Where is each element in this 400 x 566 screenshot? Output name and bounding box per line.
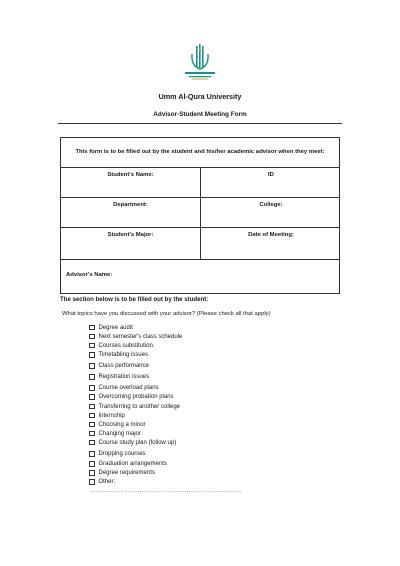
topic-timetabling-issues[interactable] [89, 351, 148, 359]
checkbox[interactable] [89, 394, 95, 400]
topic-internship[interactable] [89, 412, 125, 420]
meeting-date-label: Date of Meeting: [248, 232, 294, 238]
topic-choosing-minor[interactable] [89, 421, 146, 429]
department-college-row [61, 198, 339, 228]
topic-label: Overcoming probation plans [98, 394, 174, 400]
advisor-name-field[interactable] [61, 260, 339, 295]
checkbox[interactable] [89, 385, 95, 391]
topic-class-performance[interactable] [89, 362, 149, 370]
student-name-field[interactable] [61, 168, 201, 197]
topic-registration-issues[interactable] [89, 373, 149, 381]
topic-label: Next semester's class schedule [98, 333, 183, 340]
topic-label: Graduation arrangements [98, 461, 167, 467]
checkbox[interactable] [89, 470, 95, 476]
form-instructions: This form is to be filled out by the student and his/her academic advisor when they meet: [75, 149, 325, 155]
university-name: Umm Al-Qura University [158, 92, 242, 101]
topic-label: Course study plan (follow up) [98, 439, 177, 446]
other-fill-line[interactable]: …………………………………………………………………….. [90, 488, 242, 494]
topic-label: Course overload plans [98, 385, 159, 391]
topic-label: Courses substitution. [98, 342, 155, 349]
topic-other[interactable] [89, 478, 115, 486]
topic-transferring-college[interactable] [89, 403, 180, 411]
university-logo [175, 44, 225, 84]
advisor-name-label: Advisor's Name: [66, 272, 113, 278]
checkbox[interactable] [89, 325, 95, 331]
topic-label: Internship [98, 412, 125, 419]
topic-label: Registration issues [98, 374, 150, 380]
title-divider [58, 123, 342, 124]
department-label: Department: [113, 202, 148, 208]
checkbox[interactable] [89, 334, 95, 340]
checkbox[interactable] [89, 352, 95, 358]
topic-degree-audit[interactable] [89, 324, 133, 332]
topic-graduation-arrangements[interactable] [89, 460, 167, 468]
topic-dropping-courses[interactable] [89, 450, 146, 458]
checkbox[interactable] [89, 363, 95, 369]
topic-course-overload-plans[interactable] [89, 384, 159, 392]
student-id-field[interactable] [201, 168, 341, 197]
topic-label: Transferring to another college [98, 403, 180, 410]
intro-row [61, 138, 339, 168]
checkbox[interactable] [89, 413, 95, 419]
topic-changing-major[interactable] [89, 430, 141, 438]
topic-label: Dropping courses [98, 451, 146, 457]
major-field[interactable] [61, 228, 201, 259]
checkbox[interactable] [89, 431, 95, 437]
checkbox[interactable] [89, 422, 95, 428]
meeting-date-field[interactable] [201, 228, 341, 259]
topics-question: What topics have you discussed with your advisor? (Please check all that apply) [62, 311, 271, 317]
topic-overcoming-probation[interactable] [89, 393, 174, 401]
form-title: Advisor-Student Meeting Form [153, 111, 247, 118]
section-note: The section below is to be filled out by the student: [60, 296, 209, 303]
checkbox[interactable] [89, 404, 95, 410]
college-field[interactable] [201, 198, 341, 227]
topic-label: Degree audit [98, 324, 133, 331]
checkbox[interactable] [89, 440, 95, 446]
name-id-row [61, 168, 339, 198]
topic-label: Degree requirements [98, 470, 155, 476]
meeting-info-table [60, 137, 340, 294]
checkbox[interactable] [89, 343, 95, 349]
college-label: College: [259, 202, 283, 208]
checkbox[interactable] [89, 479, 95, 485]
student-name-label: Student's Name: [107, 172, 154, 178]
checkbox[interactable] [89, 461, 95, 467]
topic-courses-substitution[interactable] [89, 342, 155, 350]
department-field[interactable] [61, 198, 201, 227]
topic-label: Changing major [98, 430, 141, 437]
major-date-row [61, 228, 339, 260]
topic-next-semester-schedule[interactable] [89, 333, 182, 341]
student-id-label: ID [268, 172, 274, 178]
topic-course-study-plan[interactable] [89, 439, 176, 447]
topic-label: Class performance [98, 363, 149, 369]
topic-degree-requirements[interactable] [89, 469, 155, 477]
topic-label: Choosing a minor [98, 421, 146, 428]
checkbox[interactable] [89, 374, 95, 380]
checkbox[interactable] [89, 451, 95, 457]
major-label: Student's Major: [107, 232, 154, 238]
topic-label: Timetabling issues [98, 352, 148, 358]
topic-label: Other: [98, 479, 116, 485]
